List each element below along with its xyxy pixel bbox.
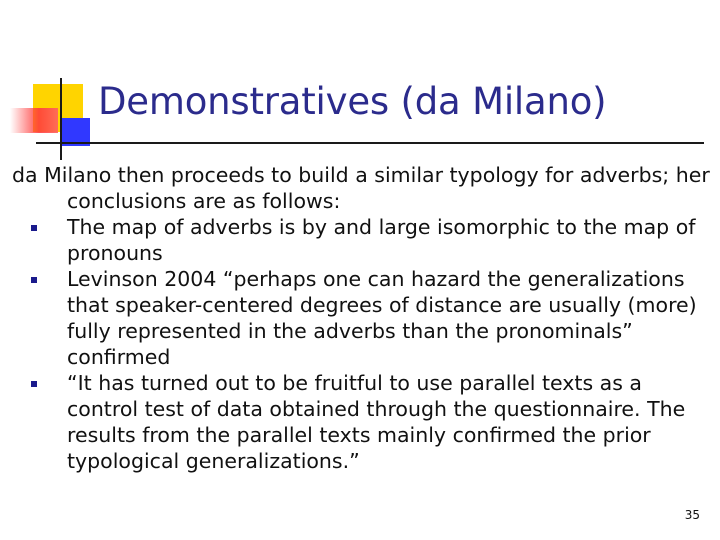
decor-vertical-line bbox=[60, 78, 62, 160]
slide-title: Demonstratives (da Milano) bbox=[98, 80, 607, 123]
title-underline bbox=[36, 142, 704, 144]
bullet-list bbox=[12, 214, 712, 474]
intro-paragraph: da Milano then proceeds to build a similar typology for adverbs; her conclusions are as follows: bbox=[12, 163, 710, 213]
bullet-text: The map of adverbs is by and large isomorphic to the map of pronouns bbox=[67, 215, 696, 265]
square-bullet-icon bbox=[31, 225, 37, 231]
bullet-item bbox=[12, 370, 712, 474]
decor-red-bar bbox=[10, 108, 58, 133]
bullet-item bbox=[12, 214, 712, 266]
bullet-text: “It has turned out to be fruitful to use parallel texts as a control test of data obtained through the questionnaire. The results from the parallel texts mainly confirmed the prior typological generalizations.” bbox=[67, 371, 686, 473]
bullet-item bbox=[12, 266, 712, 370]
bullet-text: Levinson 2004 “perhaps one can hazard the generalizations that speaker-centered degrees of distance are usually (more) fully represented in the adverbs than the pronominals” confirmed bbox=[67, 267, 697, 369]
page-number: 35 bbox=[684, 508, 700, 522]
square-bullet-icon bbox=[31, 277, 37, 283]
slide-body bbox=[12, 162, 712, 474]
square-bullet-icon bbox=[31, 381, 37, 387]
